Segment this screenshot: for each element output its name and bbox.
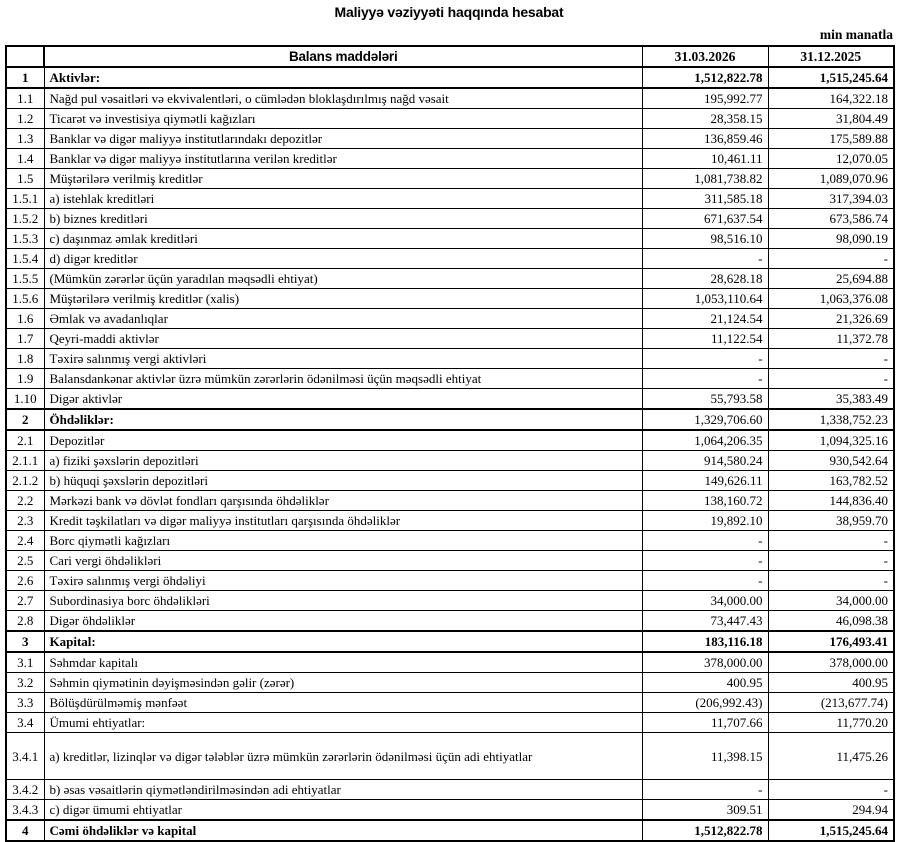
row-value-current: 98,516.10 bbox=[642, 229, 768, 249]
column-header-date-current: 31.03.2026 bbox=[642, 46, 768, 67]
row-label: Əmlak və avadanlıqlar bbox=[44, 309, 642, 329]
row-value-previous: 317,394.03 bbox=[768, 189, 894, 209]
row-value-previous: - bbox=[768, 780, 894, 800]
row-value-previous: 378,000.00 bbox=[768, 652, 894, 673]
row-value-current: - bbox=[642, 349, 768, 369]
row-value-current: 21,124.54 bbox=[642, 309, 768, 329]
table-row bbox=[6, 551, 894, 571]
row-value-current: - bbox=[642, 551, 768, 571]
row-value-current: 73,447.43 bbox=[642, 611, 768, 632]
row-number: 3.1 bbox=[6, 652, 44, 673]
row-number: 3.2 bbox=[6, 673, 44, 693]
row-label: a) istehlak kreditləri bbox=[44, 189, 642, 209]
row-number: 1.6 bbox=[6, 309, 44, 329]
row-number: 1.5.6 bbox=[6, 289, 44, 309]
row-number: 1.5.2 bbox=[6, 209, 44, 229]
row-label: Borc qiymətli kağızları bbox=[44, 531, 642, 551]
row-value-current: 28,628.18 bbox=[642, 269, 768, 289]
table-row bbox=[6, 631, 894, 652]
row-label: Digər öhdəliklər bbox=[44, 611, 642, 632]
row-value-current: 914,580.24 bbox=[642, 451, 768, 471]
row-value-current: - bbox=[642, 369, 768, 389]
row-value-previous: 1,094,325.16 bbox=[768, 430, 894, 451]
row-value-current: (206,992.43) bbox=[642, 693, 768, 713]
row-label: Ümumi ehtiyatlar: bbox=[44, 713, 642, 733]
table-row bbox=[6, 249, 894, 269]
table-row bbox=[6, 693, 894, 713]
row-label: Aktivlər: bbox=[44, 67, 642, 88]
row-value-current: 11,707.66 bbox=[642, 713, 768, 733]
row-label: c) digər ümumi ehtiyatlar bbox=[44, 800, 642, 821]
table-row bbox=[6, 129, 894, 149]
row-label: Öhdəliklər: bbox=[44, 409, 642, 430]
table-row bbox=[6, 800, 894, 821]
balance-sheet-table bbox=[5, 45, 895, 842]
row-value-current: 1,081,738.82 bbox=[642, 169, 768, 189]
row-number: 1.5.4 bbox=[6, 249, 44, 269]
table-row bbox=[6, 88, 894, 109]
row-value-current: 11,122.54 bbox=[642, 329, 768, 349]
table-header-row bbox=[6, 46, 894, 67]
row-label: Subordinasiya borc öhdəlikləri bbox=[44, 591, 642, 611]
row-value-previous: - bbox=[768, 531, 894, 551]
row-value-current: - bbox=[642, 249, 768, 269]
page-title: Maliyyə vəziyyəti haqqında hesabat bbox=[334, 4, 564, 20]
row-value-current: 1,329,706.60 bbox=[642, 409, 768, 430]
row-label: Nağd pul vəsaitləri və ekvivalentləri, o cümlədən bloklaşdırılmış nağd vəsait bbox=[44, 88, 642, 109]
table-row bbox=[6, 269, 894, 289]
table-row bbox=[6, 611, 894, 632]
row-label: a) kreditlər, lizinqlər və digər tələblər üzrə mümkün zərərlərin ödənilməsi üçün adi ehtiyatlar bbox=[44, 733, 642, 780]
row-value-current: 1,053,110.64 bbox=[642, 289, 768, 309]
row-number: 2 bbox=[6, 409, 44, 430]
row-label: Səhmdar kapitalı bbox=[44, 652, 642, 673]
table-row bbox=[6, 491, 894, 511]
row-label: Müştərilərə verilmiş kreditlər (xalis) bbox=[44, 289, 642, 309]
row-label: Cari vergi öhdəlikləri bbox=[44, 551, 642, 571]
table-row bbox=[6, 309, 894, 329]
row-number: 1 bbox=[6, 67, 44, 88]
table-row bbox=[6, 733, 894, 780]
row-value-previous: - bbox=[768, 349, 894, 369]
row-label: b) hüquqi şəxslərin depozitləri bbox=[44, 471, 642, 491]
row-label: c) daşınmaz əmlak kreditləri bbox=[44, 229, 642, 249]
row-number: 1.4 bbox=[6, 149, 44, 169]
row-label: Cəmi öhdəliklər və kapital bbox=[44, 820, 642, 841]
table-row bbox=[6, 389, 894, 410]
row-value-current: 309.51 bbox=[642, 800, 768, 821]
column-header-date-previous: 31.12.2025 bbox=[768, 46, 894, 67]
row-number: 1.2 bbox=[6, 109, 44, 129]
row-number: 3.3 bbox=[6, 693, 44, 713]
row-value-current: 149,626.11 bbox=[642, 471, 768, 491]
table-row bbox=[6, 329, 894, 349]
row-number: 2.2 bbox=[6, 491, 44, 511]
row-number: 2.1 bbox=[6, 430, 44, 451]
row-label: Kredit təşkilatları və digər maliyyə institutları qarşısında öhdəliklər bbox=[44, 511, 642, 531]
row-number: 2.8 bbox=[6, 611, 44, 632]
row-label: Müştərilərə verilmiş kreditlər bbox=[44, 169, 642, 189]
row-value-current: 19,892.10 bbox=[642, 511, 768, 531]
row-value-previous: 294.94 bbox=[768, 800, 894, 821]
row-value-previous: 38,959.70 bbox=[768, 511, 894, 531]
row-value-previous: 34,000.00 bbox=[768, 591, 894, 611]
row-label: Balansdankənar aktivlər üzrə mümkün zərərlərin ödənilməsi üçün məqsədli ehtiyat bbox=[44, 369, 642, 389]
row-value-previous: - bbox=[768, 369, 894, 389]
row-number: 1.7 bbox=[6, 329, 44, 349]
row-number: 3.4.1 bbox=[6, 733, 44, 780]
row-value-previous: - bbox=[768, 571, 894, 591]
row-value-current: - bbox=[642, 531, 768, 551]
table-row bbox=[6, 349, 894, 369]
row-value-current: 55,793.58 bbox=[642, 389, 768, 410]
row-value-previous: 163,782.52 bbox=[768, 471, 894, 491]
table-row bbox=[6, 531, 894, 551]
row-value-previous: 1,089,070.96 bbox=[768, 169, 894, 189]
row-label: Banklar və digər maliyyə institutlarındakı depozitlər bbox=[44, 129, 642, 149]
row-value-previous: 1,515,245.64 bbox=[768, 67, 894, 88]
row-number: 2.7 bbox=[6, 591, 44, 611]
row-value-current: 138,160.72 bbox=[642, 491, 768, 511]
row-value-current: 311,585.18 bbox=[642, 189, 768, 209]
row-number: 3.4.2 bbox=[6, 780, 44, 800]
row-label: b) əsas vəsaitlərin qiymətləndirilməsindən adi ehtiyatlar bbox=[44, 780, 642, 800]
table-row bbox=[6, 67, 894, 88]
table-row bbox=[6, 369, 894, 389]
row-value-previous: (213,677.74) bbox=[768, 693, 894, 713]
table-row bbox=[6, 169, 894, 189]
row-number: 1.5.5 bbox=[6, 269, 44, 289]
column-header-number bbox=[6, 46, 44, 67]
table-row bbox=[6, 652, 894, 673]
row-label: Mərkəzi bank və dövlət fondları qarşısında öhdəliklər bbox=[44, 491, 642, 511]
table-row bbox=[6, 571, 894, 591]
row-value-previous: 164,322.18 bbox=[768, 88, 894, 109]
table-row bbox=[6, 430, 894, 451]
table-row bbox=[6, 673, 894, 693]
table-row bbox=[6, 409, 894, 430]
row-value-previous: 1,063,376.08 bbox=[768, 289, 894, 309]
unit-note: min manatla bbox=[819, 27, 893, 42]
table-row bbox=[6, 229, 894, 249]
row-value-previous: 35,383.49 bbox=[768, 389, 894, 410]
row-number: 1.10 bbox=[6, 389, 44, 410]
table-row bbox=[6, 149, 894, 169]
table-row bbox=[6, 209, 894, 229]
row-value-previous: 930,542.64 bbox=[768, 451, 894, 471]
row-value-previous: 176,493.41 bbox=[768, 631, 894, 652]
row-label: Səhmin qiymətinin dəyişməsindən gəlir (zərər) bbox=[44, 673, 642, 693]
table-row bbox=[6, 820, 894, 841]
row-value-current: 1,064,206.35 bbox=[642, 430, 768, 451]
row-label: Kapital: bbox=[44, 631, 642, 652]
row-value-current: 400.95 bbox=[642, 673, 768, 693]
row-value-previous: 12,070.05 bbox=[768, 149, 894, 169]
row-number: 2.3 bbox=[6, 511, 44, 531]
row-value-previous: 144,836.40 bbox=[768, 491, 894, 511]
row-number: 2.5 bbox=[6, 551, 44, 571]
row-number: 1.1 bbox=[6, 88, 44, 109]
row-number: 2.1.1 bbox=[6, 451, 44, 471]
row-value-current: 671,637.54 bbox=[642, 209, 768, 229]
row-number: 3.4 bbox=[6, 713, 44, 733]
row-label: (Mümkün zərərlər üçün yaradılan məqsədli ehtiyat) bbox=[44, 269, 642, 289]
row-label: Qeyri-maddi aktivlər bbox=[44, 329, 642, 349]
row-value-previous: 11,770.20 bbox=[768, 713, 894, 733]
table-row bbox=[6, 471, 894, 491]
row-number: 1.8 bbox=[6, 349, 44, 369]
row-value-current: 1,512,822.78 bbox=[642, 820, 768, 841]
row-label: Ticarət və investisiya qiymətli kağızları bbox=[44, 109, 642, 129]
row-value-previous: 673,586.74 bbox=[768, 209, 894, 229]
row-value-current: 136,859.46 bbox=[642, 129, 768, 149]
row-value-previous: 11,475.26 bbox=[768, 733, 894, 780]
row-number: 2.4 bbox=[6, 531, 44, 551]
table-row bbox=[6, 511, 894, 531]
row-number: 4 bbox=[6, 820, 44, 841]
row-value-previous: - bbox=[768, 551, 894, 571]
row-value-previous: 400.95 bbox=[768, 673, 894, 693]
row-value-previous: 175,589.88 bbox=[768, 129, 894, 149]
row-value-previous: 46,098.38 bbox=[768, 611, 894, 632]
row-value-previous: 1,338,752.23 bbox=[768, 409, 894, 430]
table-row bbox=[6, 109, 894, 129]
row-label: Digər aktivlər bbox=[44, 389, 642, 410]
row-label: a) fiziki şəxslərin depozitləri bbox=[44, 451, 642, 471]
row-value-current: - bbox=[642, 571, 768, 591]
table-row bbox=[6, 713, 894, 733]
row-value-current: 11,398.15 bbox=[642, 733, 768, 780]
row-value-previous: 1,515,245.64 bbox=[768, 820, 894, 841]
row-value-current: 1,512,822.78 bbox=[642, 67, 768, 88]
row-number: 2.1.2 bbox=[6, 471, 44, 491]
row-value-current: 183,116.18 bbox=[642, 631, 768, 652]
row-label: Banklar və digər maliyyə institutlarına verilən kreditlər bbox=[44, 149, 642, 169]
table-row bbox=[6, 451, 894, 471]
table-row bbox=[6, 189, 894, 209]
row-value-current: 378,000.00 bbox=[642, 652, 768, 673]
row-value-previous: 98,090.19 bbox=[768, 229, 894, 249]
row-value-previous: 11,372.78 bbox=[768, 329, 894, 349]
table-row bbox=[6, 780, 894, 800]
row-value-previous: 31,804.49 bbox=[768, 109, 894, 129]
row-value-previous: 21,326.69 bbox=[768, 309, 894, 329]
row-value-current: 10,461.11 bbox=[642, 149, 768, 169]
row-value-current: - bbox=[642, 780, 768, 800]
row-label: d) digər kreditlər bbox=[44, 249, 642, 269]
row-number: 3 bbox=[6, 631, 44, 652]
column-header-items: Balans maddələri bbox=[44, 46, 642, 67]
row-number: 2.6 bbox=[6, 571, 44, 591]
row-number: 1.5 bbox=[6, 169, 44, 189]
row-label: Təxirə salınmış vergi öhdəliyi bbox=[44, 571, 642, 591]
row-number: 1.9 bbox=[6, 369, 44, 389]
row-label: Depozitlər bbox=[44, 430, 642, 451]
table-row bbox=[6, 289, 894, 309]
row-number: 1.5.3 bbox=[6, 229, 44, 249]
row-number: 1.5.1 bbox=[6, 189, 44, 209]
table-row bbox=[6, 591, 894, 611]
row-number: 1.3 bbox=[6, 129, 44, 149]
row-value-previous: 25,694.88 bbox=[768, 269, 894, 289]
row-value-current: 34,000.00 bbox=[642, 591, 768, 611]
row-value-previous: - bbox=[768, 249, 894, 269]
row-value-current: 195,992.77 bbox=[642, 88, 768, 109]
row-value-current: 28,358.15 bbox=[642, 109, 768, 129]
row-label: b) biznes kreditləri bbox=[44, 209, 642, 229]
row-number: 3.4.3 bbox=[6, 800, 44, 821]
row-label: Bölüşdürülməmiş mənfəət bbox=[44, 693, 642, 713]
row-label: Təxirə salınmış vergi aktivləri bbox=[44, 349, 642, 369]
